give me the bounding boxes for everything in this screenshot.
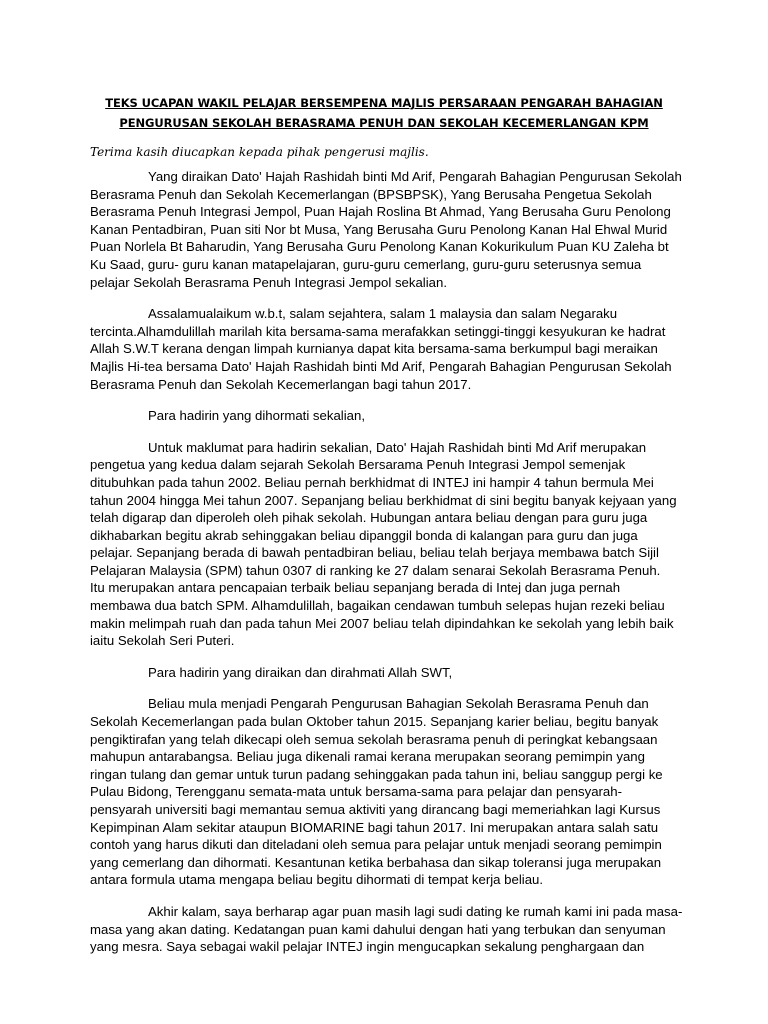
paragraph-line: makin melimpah ruah dan pada tahun Mei 2007 beliau telah dipindahkan ke sekolah yang lebih baik: [90, 615, 674, 631]
paragraph-line: Puan Norlela Bt Baharudin, Yang Berusaha Guru Penolong Kanan Kokurikulum Puan KU Zaleha bt: [90, 239, 669, 255]
title-line-1: TEKS UCAPAN WAKIL PELAJAR BERSEMPENA MAJLIS PERSARAAN PENGARAH BAHAGIAN: [105, 96, 663, 110]
paragraph-line: Berasrama Penuh dan Sekolah Kecemerlangan bagi tahun 2017.: [90, 376, 472, 392]
opening-line: Terima kasih diucapkan kepada pihak pengerusi majlis.: [90, 145, 429, 159]
paragraph-line: ditubuhkan pada tahun 2002. Beliau pernah berkhidmat di INTEJ ini hampir 4 tahun bermula Mei: [90, 474, 654, 490]
paragraph-1: [90, 168, 682, 291]
paragraph-line: Para hadirin yang diraikan dan dirahmati Allah SWT,: [148, 664, 453, 680]
paragraph-line: antara formula utama mengapa beliau begitu dihormati di tempat kerja beliau.: [90, 872, 544, 888]
paragraph-line: Kanan Pentadbiran, Puan siti Nor bt Musa, Yang Berusaha Guru Penolong Kanan Hal Ehwal Murid: [90, 221, 668, 237]
paragraph-line: Majlis Hi-tea bersama Dato' Hajah Rashidah binti Md Arif, Pengarah Bahagian Pengurusan Sekolah: [90, 358, 672, 374]
paragraph-3: [90, 407, 670, 425]
paragraph-line: Berasrama Penuh Integrasi Jempol, Puan Hajah Roslina Bt Ahmad, Yang Berusaha Guru Penolong: [90, 204, 671, 220]
paragraph-line: Akhir kalam, saya berharap agar puan masih lagi sudi dating ke rumah kami ini pada masa-: [148, 903, 683, 919]
paragraph-5: [90, 664, 670, 682]
paragraph-line: Allah S.W.T kerana dengan limpah kurnianya dapat kita bersama-sama berkumpul bagi meraikan: [90, 341, 658, 357]
paragraph-6: [90, 695, 670, 889]
paragraph-line: pengetua yang kedua dalam sejarah Sekolah Bersarama Penuh Integrasi Jempol semenjak: [90, 457, 626, 473]
title-line-2: PENGURUSAN SEKOLAH BERASRAMA PENUH DAN SEKOLAH KECEMERLANGAN KPM: [119, 116, 649, 130]
paragraph-line: contoh yang harus dikuti dan diteladani oleh semua para pelajar untuk menjadi seorang pemimpin: [90, 837, 662, 853]
paragraph-7: [90, 903, 683, 956]
paragraph-line: tahun 2004 hingga Mei tahun 2007. Sepanjang beliau berkhidmat di sini begitu banyak kejyaan yang: [90, 492, 677, 508]
paragraph-line: Sekolah Kecemerlangan pada bulan Oktober tahun 2015. Sepanjang karier beliau, begitu banyak: [90, 714, 659, 730]
paragraph-line: Pelajaran Malaysia (SPM) tahun 0307 di ranking ke 27 dalam senarai Sekolah Berasrama Penuh.: [90, 562, 661, 578]
paragraph-line: pengiktirafan yang telah dikecapi oleh semua sekolah berasrama penuh di peringkat kebangsaan: [90, 731, 658, 747]
paragraph-line: Itu merupakan antara pencapaian terbaik beliau sepanjang berada di Intej dan juga pernah: [90, 580, 621, 596]
paragraph-line: Untuk maklumat para hadirin sekalian, Dato' Hajah Rashidah binti Md Arif merupakan: [148, 439, 647, 455]
paragraph-line: Ku Saad, guru- guru kanan matapelajaran, guru-guru cemerlang, guru-guru seterusnya semua: [90, 256, 642, 272]
paragraph-line: pensyarah universiti bagi memantau semua aktiviti yang dirancang bagi memeriahkan lagi Kursus: [90, 802, 661, 817]
paragraph-line: Kepimpinan Alam sekitar ataupun BIOMARINE bagi tahun 2017. Ini merupakan antara salah satu: [90, 819, 659, 835]
paragraph-line: Assalamualaikum w.b.t, salam sejahtera, salam 1 malaysia dan salam Negaraku: [148, 306, 618, 322]
paragraph-line: membawa dua batch SPM. Alhamdulillah, bagaikan cendawan tumbuh selepas hujan rezeki beliau: [90, 598, 665, 614]
paragraph-line: pelajar Sekolah Berasrama Penuh Integrasi Jempol sekalian.: [90, 274, 447, 290]
paragraph-line: telah digarap dan diperoleh oleh pihak sekolah. Hubungan antara beliau dengan para guru juga: [90, 510, 648, 526]
document-body: [90, 168, 683, 970]
paragraph-line: yang cemerlang dan dihormati. Kesantunan ketika berbahasa dan sikap toleransi juga merupakan: [90, 854, 662, 870]
paragraph-line: mahupun antarabangsa. Beliau juga dikenali ramai kerana merupakan seorang pemimpin yang: [90, 749, 645, 765]
paragraph-line: tercinta.Alhamdulillah marilah kita bersama-sama merafakkan setinggi-tinggi kesyukuran ke hadrat: [90, 323, 666, 339]
paragraph-line: ringan tulang dan gemar untuk turun padang sehinggakan pada tahun ini, beliau sanggup pergi ke: [90, 766, 663, 782]
paragraph-line: Beliau mula menjadi Pengarah Pengurusan Bahagian Sekolah Berasrama Penuh dan: [148, 696, 649, 712]
paragraph-4: [90, 439, 677, 650]
paragraph-line: iaitu Sekolah Seri Puteri.: [90, 633, 235, 649]
paragraph-2: [90, 305, 670, 393]
paragraph-line: Yang diraikan Dato' Hajah Rashidah binti Md Arif, Pengarah Bahagian Pengurusan Sekolah: [148, 169, 682, 184]
paragraph-line: yang mesra. Saya sebagai wakil pelajar INTEJ ingin mengucapkan sekalung penghargaan dan: [90, 939, 645, 955]
paragraph-line: pelajar. Sepanjang berada di bawah pentadbiran beliau, beliau telah berjaya membawa batch Sijil: [90, 545, 659, 561]
paragraph-line: Pulau Bidong, Terengganu semata-mata untuk bersama-sama para pelajar dan pensyarah-: [90, 784, 622, 800]
paragraph-line: Para hadirin yang dihormati sekalian,: [148, 408, 365, 424]
paragraph-line: masa yang akan dating. Kedatangan puan kami dahului dengan hati yang terbukan dan senyuman: [90, 921, 666, 937]
paragraph-line: Berasrama Penuh dan Sekolah Kecemerlangan (BPSBPSK), Yang Berusaha Pengetua Sekolah: [90, 186, 652, 202]
document-title: [100, 93, 668, 133]
paragraph-line: dikhabarkan begitu akrab sehinggakan beliau dipanggil bonda di kalangan para guru dan juga: [90, 527, 638, 543]
